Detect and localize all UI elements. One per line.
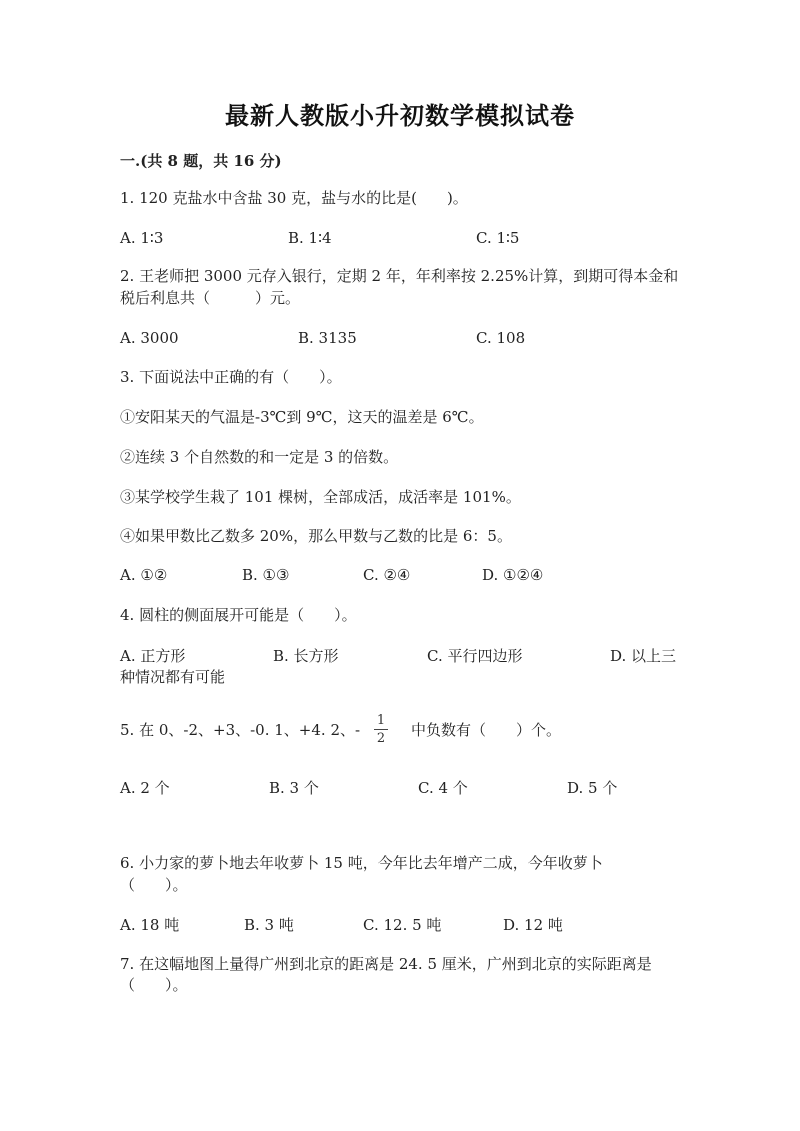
- question-1-option-b[interactable]: B. 1∶4: [288, 229, 332, 247]
- question-1-option-c[interactable]: C. 1∶5: [476, 229, 520, 247]
- question-6-option-c[interactable]: C. 12. 5 吨: [363, 916, 442, 934]
- question-2-option-c[interactable]: C. 108: [476, 329, 526, 347]
- question-6-option-d[interactable]: D. 12 吨: [503, 916, 563, 934]
- question-4-stem: 4. 圆柱的侧面展开可能是（ ）。: [120, 606, 357, 624]
- question-2-option-b[interactable]: B. 3135: [298, 329, 357, 347]
- page-title: 最新人教版小升初数学模拟试卷: [225, 101, 575, 130]
- question-3-statement-4: ④如果甲数比乙数多 20%，那么甲数与乙数的比是 6：5。: [120, 527, 512, 545]
- question-3-statement-1: ①安阳某天的气温是-3℃到 9℃，这天的温差是 6℃。: [120, 408, 484, 426]
- question-3-option-b[interactable]: B. ①③: [242, 566, 290, 584]
- question-2-stem: 2. 王老师把 3000 元存入银行，定期 2 年，年利率按 2.25%计算，到期可得本金和税后利息共（ ）元。: [120, 267, 679, 307]
- question-3-option-a[interactable]: A. ①②: [120, 566, 168, 584]
- question-4-option-a[interactable]: A. 正方形: [120, 647, 186, 665]
- question-3-option-d[interactable]: D. ①②④: [482, 566, 544, 584]
- question-5-stem-after: 中负数有（ ）个。: [411, 721, 562, 739]
- question-3-statement-3: ③某学校学生栽了 101 棵树，全部成活，成活率是 101%。: [120, 488, 521, 506]
- fraction-numerator: 1: [376, 713, 386, 728]
- question-1-option-a[interactable]: A. 1∶3: [120, 229, 164, 247]
- section-heading: 一.(共 8 题，共 16 分): [120, 152, 282, 170]
- question-6-option-b[interactable]: B. 3 吨: [244, 916, 294, 934]
- question-7-stem-line-2: （ ）。: [120, 976, 188, 994]
- question-6-stem-line-1: 6. 小力家的萝卜地去年收萝卜 15 吨，今年比去年增产二成，今年收萝卜: [120, 854, 603, 872]
- question-1-stem: 1. 120 克盐水中含盐 30 克，盐与水的比是( )。: [120, 189, 468, 207]
- question-4-option-c[interactable]: C. 平行四边形: [427, 647, 523, 665]
- question-5-stem-before: 5. 在 0、-2、+3、-0. 1、+4. 2、-: [120, 721, 361, 739]
- question-5-option-d[interactable]: D. 5 个: [567, 779, 618, 797]
- question-4-option-d-continuation: 种情况都有可能: [120, 668, 226, 686]
- question-6-stem-line-2: （ ）。: [120, 876, 188, 894]
- fraction-one-half: [374, 713, 388, 746]
- question-4-option-d[interactable]: D. 以上三: [610, 647, 677, 665]
- question-7-stem-line-1: 7. 在这幅地图上量得广州到北京的距离是 24. 5 厘米，广州到北京的实际距离是: [120, 955, 652, 973]
- question-5-option-c[interactable]: C. 4 个: [418, 779, 468, 797]
- question-5-option-a[interactable]: A. 2 个: [120, 779, 170, 797]
- question-3-option-c[interactable]: C. ②④: [363, 566, 411, 584]
- question-3-statement-2: ②连续 3 个自然数的和一定是 3 的倍数。: [120, 448, 399, 466]
- fraction-denominator: 2: [376, 731, 386, 746]
- question-3-stem: 3. 下面说法中正确的有（ ）。: [120, 368, 342, 386]
- fraction-bar: [374, 729, 388, 730]
- question-2-option-a[interactable]: A. 3000: [120, 329, 179, 347]
- question-6-option-a[interactable]: A. 18 吨: [120, 916, 180, 934]
- question-4-option-b[interactable]: B. 长方形: [273, 647, 339, 665]
- question-5-option-b[interactable]: B. 3 个: [269, 779, 319, 797]
